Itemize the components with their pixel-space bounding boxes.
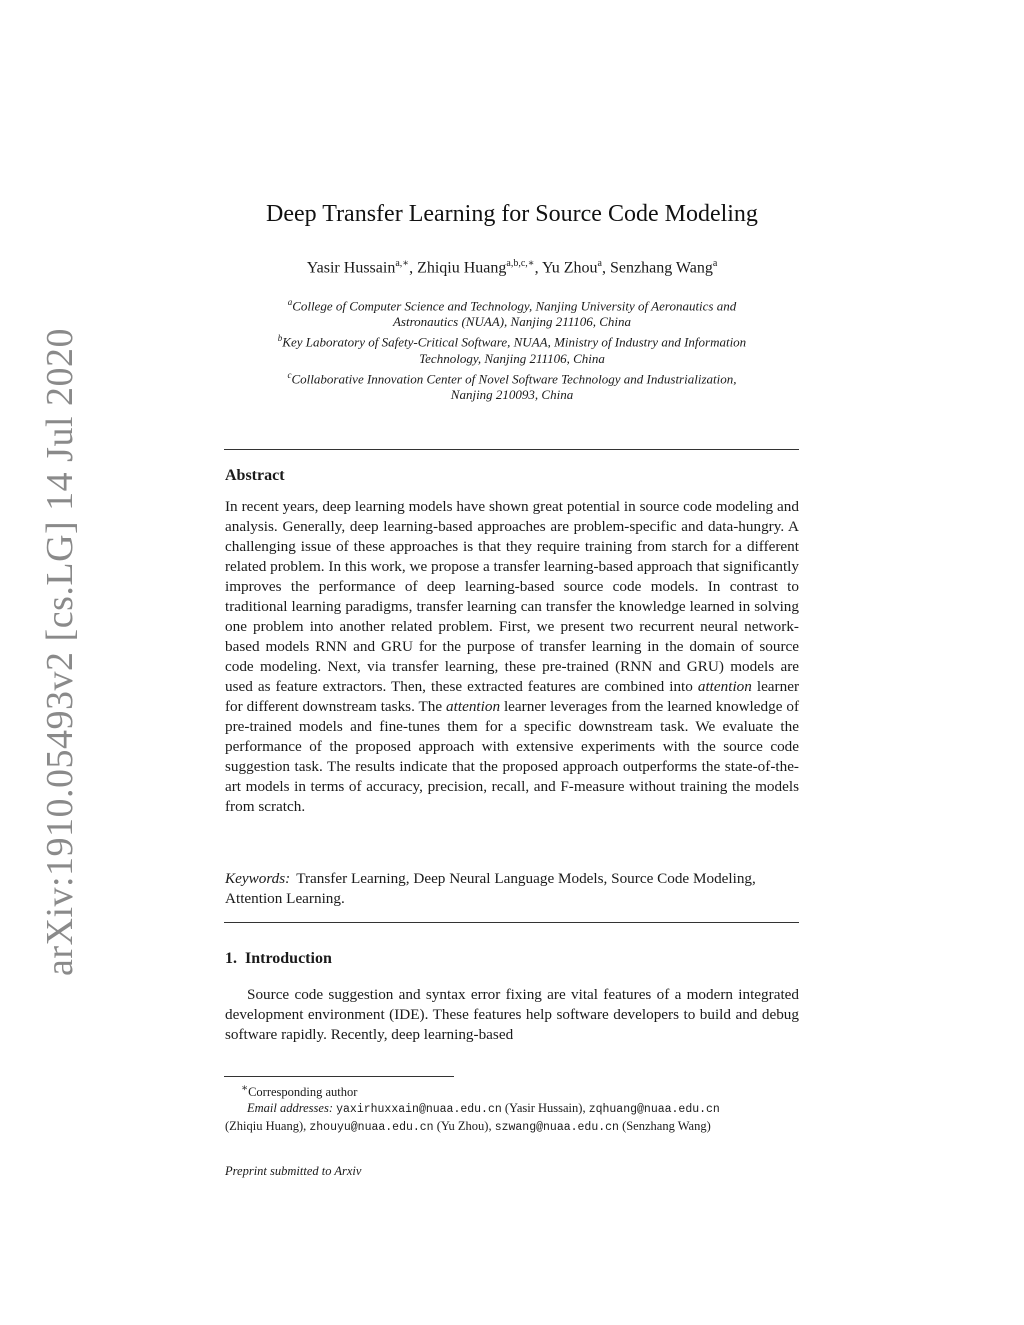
author-name: Yu Zhou xyxy=(541,259,598,277)
affiliation-item: Astronautics (NUAA), Nanjing 211106, China xyxy=(392,314,632,330)
author-name: Senzhang Wang xyxy=(610,259,713,277)
affiliation-item: Technology, Nanjing 211106, China xyxy=(419,350,605,366)
author-name: Yasir Hussain xyxy=(306,259,396,277)
emphasis: attention xyxy=(446,698,501,715)
preprint-note: Preprint submitted to Arxiv xyxy=(225,1164,362,1178)
affiliation-item: $^b$Key Laboratory of Safety-Critical Software, NUAA, Ministry of Industry and Information xyxy=(277,333,747,350)
affiliation-item: $^a$College of Computer Science and Technology, Nanjing University of Aeronautics and xyxy=(287,297,737,314)
footnote-rule xyxy=(224,1076,454,1077)
author-marks: a,b,c,∗ xyxy=(506,258,535,269)
keywords xyxy=(225,869,799,909)
email-link[interactable]: zqhuang@nuaa.edu.cn xyxy=(588,1103,720,1117)
emphasis: attention xyxy=(697,678,752,695)
email-label: Email addresses: xyxy=(247,1101,333,1116)
author-marks: a,∗ xyxy=(395,258,410,269)
author-name: Zhiqiu Huang xyxy=(417,259,507,277)
keywords-label: Keywords: xyxy=(225,870,291,887)
abstract-top-rule xyxy=(224,449,799,450)
paper-title: Deep Transfer Learning for Source Code Modeling xyxy=(266,201,758,227)
section-heading xyxy=(225,950,332,968)
section-title: Introduction xyxy=(245,950,332,967)
email-link[interactable]: zhouyu@nuaa.edu.cn xyxy=(309,1121,434,1135)
abstract-body: In recent years, deep learning models have shown great potential in source code modeling and analysis. Generally, deep learning-based approaches are problem-specific and data-hungry. A challenging issue of these approaches is that they require training from starch for a different related problem. In this work, we propose a transfer learning-based approach that significantly improves the performance of deep learning-based source code models. In contrast to traditional learning paradigms, transfer learning can transfer the knowledge learned in solving one problem into another related problem. First, we present two recurrent neural network-based models RNN and GRU for the purpose of transfer learning in the domain of source code modeling. Next, via transfer learning, these pre-trained (RNN and GRU) models are used as feature extractors. Then, these extracted features are combined into attention learner for different downstream tasks. The attention learner leverages from the learned knowledge of pre-trained models and fine-tunes them for a specific downstream task. We evaluate the performance of the proposed approach with extensive experiments with the source code suggestion task. The results indicate that the proposed approach outperforms the state-of-the-art models in terms of accuracy, precision, recall, and F-measure without training the models from scratch. xyxy=(225,498,799,815)
author-marks: a xyxy=(712,258,718,269)
footnote: ∗Corresponding author Email addresses: yaxirhuxxain@nuaa.edu.cn (Yasir Hussain), zqhuang@nuaa.edu.cn (Zhiqiu Huang), zhouyu@nuaa.edu.cn (Yu Zhou), szwang@nuaa.edu.cn (Senzhang Wang) xyxy=(225,1083,720,1135)
email-link[interactable]: yaxirhuxxain@nuaa.edu.cn xyxy=(336,1103,502,1117)
corresponding-author: Corresponding author xyxy=(248,1085,358,1100)
footnote-mark: ∗ xyxy=(241,1083,249,1094)
affiliation-item: $^c$Collaborative Innovation Center of Novel Software Technology and Industrialization, xyxy=(287,369,737,386)
introduction-body: Source code suggestion and syntax error fixing are vital features of a modern integrated development environment (IDE). These features help software developers to build and debug software rapidly. Recently, deep learning-based xyxy=(225,986,799,1043)
keywords-text: Transfer Learning, Deep Neural Language Models, Source Code Modeling, Attention Learning. xyxy=(225,870,756,907)
author-list: Yasir Hussain$^{a,∗}$, Zhiqiu Huang$^{a,b,c,∗}$, Yu Zhou$^a$, Senzhang Wang$^a$ xyxy=(306,258,718,277)
email-link[interactable]: szwang@nuaa.edu.cn xyxy=(494,1121,619,1135)
abstract-bottom-rule xyxy=(224,922,799,923)
section-number: 1. xyxy=(225,950,237,967)
affiliation-item: Nanjing 210093, China xyxy=(450,386,574,402)
abstract-heading: Abstract xyxy=(225,467,285,484)
arxiv-side-stamp: arXiv:1910.05493v2 [cs.LG] 14 Jul 2020 xyxy=(39,327,81,977)
affiliation-list xyxy=(222,294,802,403)
author-marks: a xyxy=(597,258,602,269)
